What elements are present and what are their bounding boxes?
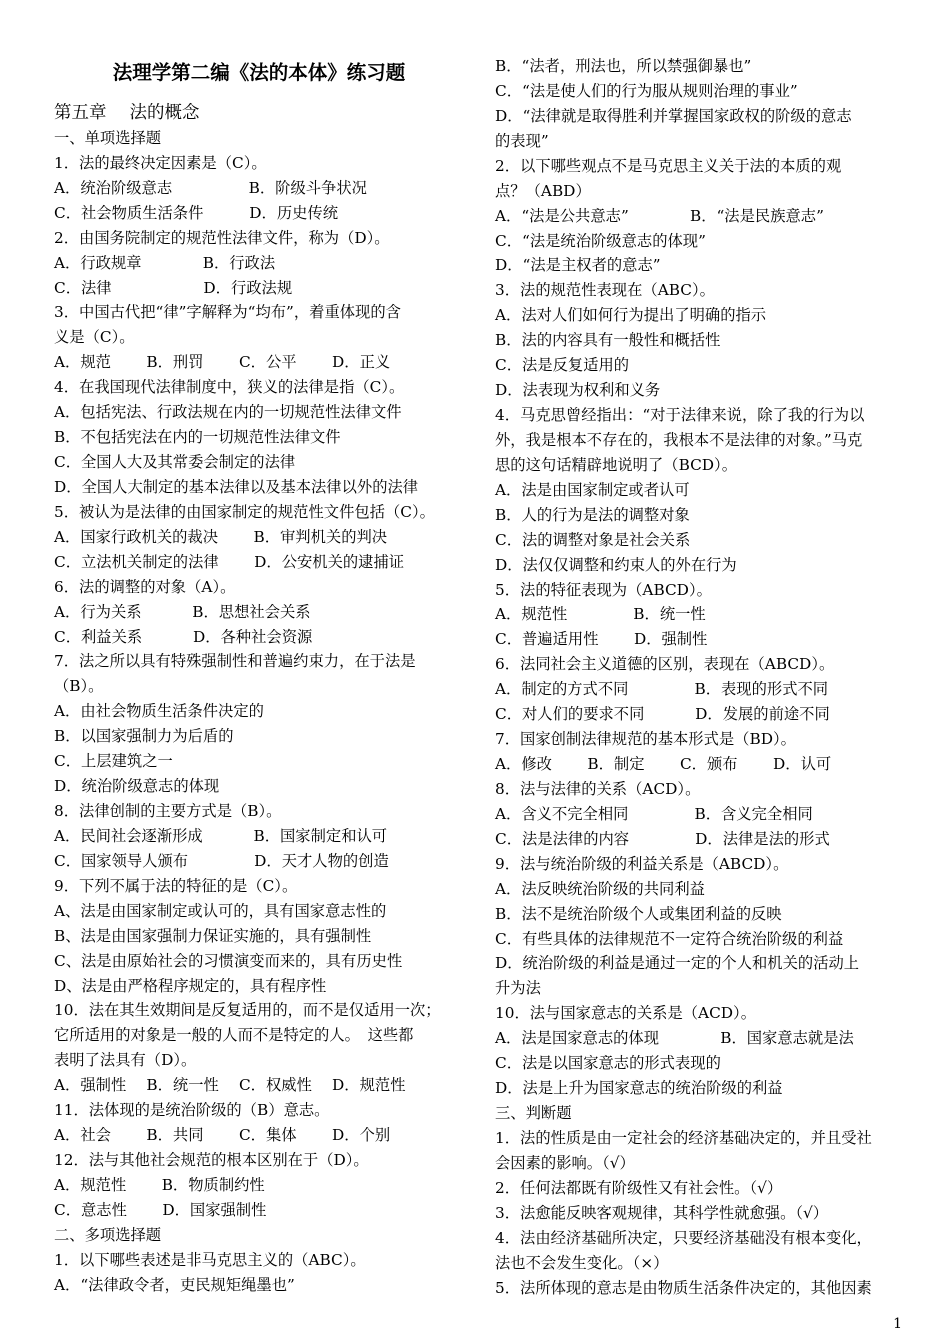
right-column-line: 升为法: [495, 979, 541, 998]
right-column-line: 1．法的性质是由一定社会的经济基础决定的，并且受社: [495, 1128, 872, 1147]
left-column-line: 表明了法具有（D）。: [54, 1051, 197, 1070]
left-column-line: 2．由国务院制定的规范性法律文件，称为（D）。: [54, 228, 390, 247]
right-column-line: C．有些具体的法律规范不一定符合统治阶级的利益: [495, 929, 844, 948]
left-column-line: 5．被认为是法律的由国家制定的规范性文件包括（C）。: [54, 502, 435, 521]
left-column-line: A、法是由国家制定或认可的，具有国家意志性的: [54, 901, 387, 920]
left-column-line: 6．法的调整的对象（A）。: [54, 577, 236, 596]
right-column-line: 5．法的特征表现为（ABCD）。: [495, 580, 712, 599]
left-column-line: A．规范 B．刑罚 C．公平 D．正义: [54, 353, 391, 372]
left-column-line: C．利益关系 D．各种社会资源: [54, 627, 313, 646]
left-column-line: 义是（C）。: [54, 328, 135, 347]
right-column-line: 的表现”: [495, 131, 549, 150]
left-column-line: 10．法在其生效期间是反复适用的，而不是仅适用一次；: [54, 1001, 441, 1020]
right-column-line: A．法对人们如何行为提出了明确的指示: [495, 306, 767, 325]
left-column-line: 4．在我国现代法律制度中，狭义的法律是指（C）。: [54, 378, 405, 397]
right-column-line: B．法不是统治阶级个人或集团利益的反映: [495, 904, 782, 923]
right-column-line: C．“法是统治阶级意志的体现”: [495, 231, 706, 250]
right-column-line: A．法是国家意志的体现 B．国家意志就是法: [495, 1029, 854, 1048]
right-column-line: C．法是以国家意志的形式表现的: [495, 1054, 721, 1073]
left-column-line: A．包括宪法、行政法规在内的一切规范性法律文件: [54, 403, 402, 422]
right-column-line: C．对人们的要求不同 D．发展的前途不同: [495, 705, 830, 724]
left-column-line: A．国家行政机关的裁决 B．审判机关的判决: [54, 527, 388, 546]
right-column-line: D．统治阶级的利益是通过一定的个人和机关的活动上: [495, 954, 860, 973]
document-title: 法理学第二编《法的本体》练习题: [112, 61, 406, 84]
right-column-line: 5．法所体现的意志是由物质生活条件决定的，其他因素: [495, 1278, 872, 1297]
page-number: 1: [893, 1316, 902, 1332]
left-column-line: C．法律 D．行政法规: [54, 278, 293, 297]
left-column-line: C．立法机关制定的法律 D．公安机关的逮捕证: [54, 552, 405, 571]
right-column-line: 会因素的影响。（√）: [495, 1153, 635, 1172]
left-column-line: 一、单项选择题: [54, 128, 162, 147]
left-column-line: A．民间社会逐渐形成 B．国家制定和认可: [54, 826, 388, 845]
left-column-line: B．不包括宪法在内的一切规范性法律文件: [54, 428, 341, 447]
left-column-line: 第五章 法的概念: [54, 103, 200, 123]
left-column-line: 3．中国古代把“律”字解释为“均布”，着重体现的含: [54, 303, 401, 322]
right-column-line: D．法是上升为国家意志的统治阶级的利益: [495, 1079, 783, 1098]
right-column-line: 8．法与法律的关系（ACD）。: [495, 779, 701, 798]
left-column-line: C．国家领导人颁布 D．天才人物的创造: [54, 851, 389, 870]
right-column-line: D．“法是主权者的意志”: [495, 256, 661, 275]
left-column-line: 它所适用的对象是一般的人而不是特定的人。 这些都: [54, 1026, 414, 1045]
left-column-line: B、法是由国家强制力保证实施的，具有强制性: [54, 926, 372, 945]
left-column-line: A．由社会物质生活条件决定的: [54, 702, 264, 721]
left-column-line: D．统治阶级意志的体现: [54, 777, 220, 796]
right-column-line: 3．法的规范性表现在（ABC）。: [495, 281, 715, 300]
left-column-line: C、法是由原始社会的习惯演变而来的，具有历史性: [54, 951, 403, 970]
right-column-line: A．规范性 B．统一性: [495, 605, 706, 624]
right-column-line: B．“法者，刑法也，所以禁强御暴也”: [495, 57, 752, 75]
left-column-line: C．全国人大及其常委会制定的法律: [54, 453, 296, 472]
right-column-line: C．法是反复适用的: [495, 356, 630, 375]
left-column-line: B．以国家强制力为后盾的: [54, 727, 234, 746]
right-column-line: A．“法是公共意志” B．“法是民族意志”: [495, 206, 824, 225]
left-column-line: 1．法的最终决定因素是（C）。: [54, 153, 267, 172]
left-column-line: 二、多项选择题: [54, 1225, 162, 1244]
right-column-line: A．含义不完全相同 B．含义完全相同: [495, 804, 813, 823]
left-column-line: A．社会 B．共同 C．集体 D．个别: [54, 1126, 391, 1145]
left-column-line: A．行为关系 B．思想社会关系: [54, 602, 311, 621]
right-column-line: 2．任何法都既有阶级性又有社会性。（√）: [495, 1178, 783, 1197]
left-column-line: A．统治阶级意志 B．阶级斗争状况: [54, 178, 367, 197]
right-column-line: 6．法同社会主义道德的区别，表现在（ABCD）。: [495, 655, 835, 674]
left-column-line: A．强制性 B．统一性 C．权威性 D．规范性: [54, 1076, 406, 1095]
right-column-line: A．修改 B．制定 C．颁布 D．认可: [495, 755, 832, 774]
right-column-line: 7．国家创制法律规范的基本形式是（BD）。: [495, 730, 796, 749]
left-column-line: 1．以下哪些表述是非马克思主义的（ABC）。: [54, 1250, 366, 1269]
left-column-line: A．“法律政令者，吏民规矩绳墨也”: [54, 1275, 295, 1294]
right-column-line: C．法是法律的内容 D．法律是法的形式: [495, 829, 830, 848]
left-column-line: 12．法与其他社会规范的根本区别在于（D）。: [54, 1151, 369, 1170]
right-column-line: D．“法律就是取得胜利并掌握国家政权的阶级的意志: [495, 106, 852, 125]
left-column-line: C．社会物质生活条件 D．历史传统: [54, 203, 339, 222]
right-column-line: B．人的行为是法的调整对象: [495, 505, 690, 524]
right-column-line: B．法的内容具有一般性和概括性: [495, 331, 721, 350]
left-column-line: A．规范性 B．物质制约性: [54, 1175, 265, 1194]
left-column-line: 9．下列不属于法的特征的是（C）。: [54, 876, 298, 895]
right-column-line: A．制定的方式不同 B．表现的形式不同: [495, 680, 829, 699]
right-column-line: 法也不会发生变化。（×）: [495, 1253, 669, 1272]
right-column-line: 点？（ABD）: [495, 181, 591, 200]
left-column-line: D．全国人大制定的基本法律以及基本法律以外的法律: [54, 477, 419, 496]
right-column-line: C．“法是使人们的行为服从规则治理的事业”: [495, 81, 798, 100]
right-column-line: C．法的调整对象是社会关系: [495, 530, 691, 549]
left-column-line: 11．法体现的是统治阶级的（B）意志。: [54, 1101, 330, 1120]
right-column-line: 思的这句话精辟地说明了（BCD）。: [495, 455, 738, 474]
right-column-line: 2．以下哪些观点不是马克思主义关于法的本质的观: [495, 156, 842, 175]
left-column-line: （B）。: [54, 677, 104, 696]
left-column-line: C．意志性 D．国家强制性: [54, 1200, 267, 1219]
right-column-line: C．普遍适用性 D．强制性: [495, 630, 708, 649]
right-column-line: 9．法与统治阶级的利益关系是（ABCD）。: [495, 854, 789, 873]
right-column-line: A．法反映统治阶级的共同利益: [495, 879, 705, 898]
left-column-line: A．行政规章 B．行政法: [54, 253, 276, 272]
right-column-line: 三、判断题: [495, 1104, 572, 1123]
right-column-line: 外，我是根本不存在的，我根本不是法律的对象。”马克: [495, 430, 863, 449]
left-column-line: C．上层建筑之一: [54, 752, 173, 771]
right-column-line: A．法是由国家制定或者认可: [495, 480, 690, 499]
right-column-line: 10．法与国家意志的关系是（ACD）。: [495, 1004, 756, 1023]
right-column-line: 4．马克思曾经指出：“对于法律来说，除了我的行为以: [495, 406, 865, 425]
left-column-line: D、法是由严格程序规定的，具有程序性: [54, 976, 327, 995]
left-column-line: 8．法律创制的主要方式是（B）。: [54, 802, 282, 821]
right-column-line: D．法仅仅调整和约束人的外在行为: [495, 555, 737, 574]
right-column-line: 3．法愈能反映客观规律，其科学性就愈强。（√）: [495, 1203, 829, 1222]
left-column-line: 7．法之所以具有特殊强制性和普遍约束力，在于法是: [54, 652, 416, 671]
right-column-line: D．法表现为权利和义务: [495, 381, 661, 400]
right-column-line: 4．法由经济基础所决定，只要经济基础没有根本变化，: [495, 1228, 872, 1247]
